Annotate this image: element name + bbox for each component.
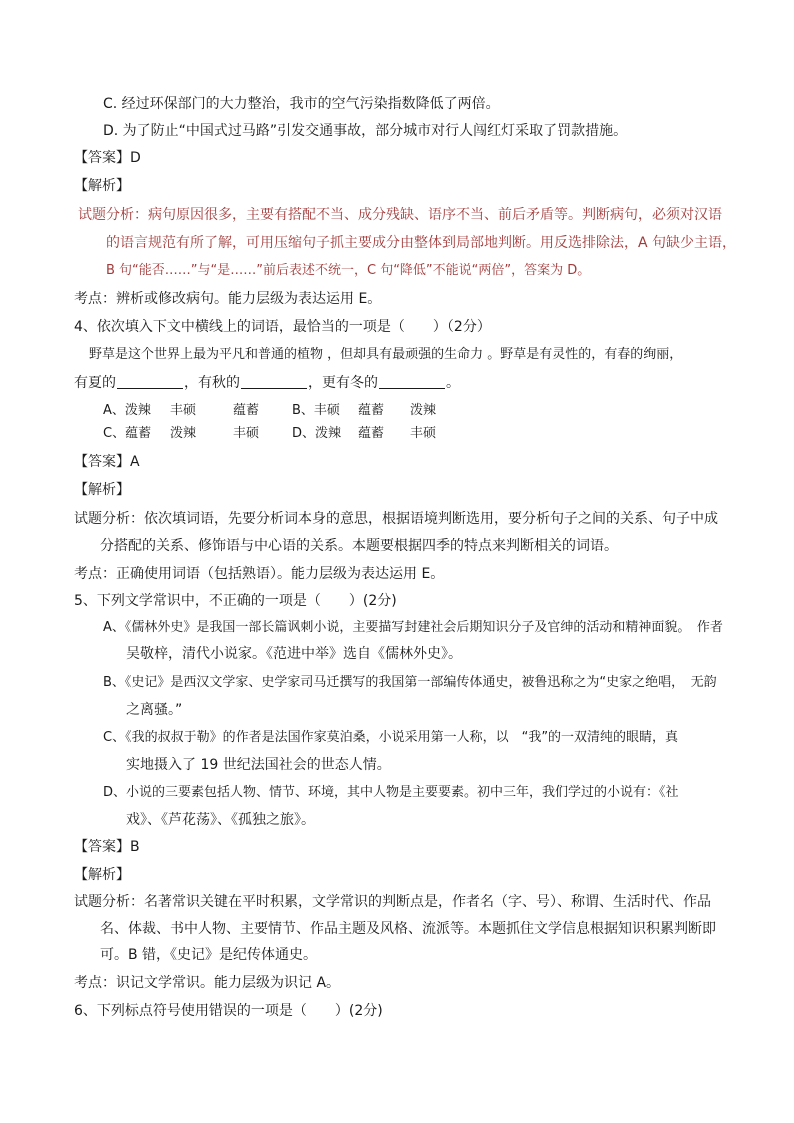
q4-analysis-line-2: 分搭配的关系、修饰语与中心语的关系。本题要根据四季的特点来判断相关的词语。 xyxy=(100,538,618,554)
q4-option-b-word-3: 泼辣 xyxy=(410,403,437,418)
q4-stem: 4、依次填入下文中横线上的词语，最恰当的一项是（ ）（2分） xyxy=(74,319,491,335)
q4-option-b-word-2: 蕴蓄 xyxy=(358,403,385,418)
q4-passage-seg-autumn: ，有秋的 xyxy=(184,375,240,391)
q3-analysis-heading: 【解析】 xyxy=(74,178,130,194)
q5-option-a-line-1: A、《儒林外史》是我国一部长篇讽刺小说，主要描写封建社会后期知识分子及官绅的活动和精神面貌。 作者 xyxy=(103,620,723,635)
q3-analysis-line-3: B 句“能否……”与“是……”前后表述不统一，C 句“降低”不能说“两倍”，答案为 D。 xyxy=(106,263,591,278)
q3-analysis-line-1: 试题分析：病句原因很多，主要有搭配不当、成分残缺、语序不当、前后矛盾等。判断病句，必须对汉语 xyxy=(78,207,722,223)
q4-option-c-word-2: 泼辣 xyxy=(170,426,197,441)
q3-option-d: D. 为了防止“中国式过马路”引发交通事故，部分城市对行人闯红灯采取了罚款措施。 xyxy=(103,123,628,139)
q4-point: 考点：正确使用词语（包括熟语）。能力层级为表达运用 E。 xyxy=(74,566,445,582)
q4-blank-1 xyxy=(117,374,183,389)
q6-stem: 6、下列标点符号使用错误的一项是（ ）(2分) xyxy=(74,1003,383,1019)
q4-option-a-word-1: A、泼辣 xyxy=(103,403,151,418)
q5-option-d-line-2: 戏》、《芦花荡》、《孤独之旅》。 xyxy=(126,812,315,828)
q4-passage-seg-winter: ，更有冬的 xyxy=(308,375,378,391)
q3-option-c: C. 经过环保部门的大力整治，我市的空气污染指数降低了两倍。 xyxy=(103,96,500,112)
q5-analysis-line-3: 可。B 错，《史记》是纪传体通史。 xyxy=(100,947,318,963)
q3-analysis-line-2: 的语言规范有所了解，可用压缩句子抓主要成分由整体到局部地判断。用反选排除法，A 句缺少主语， xyxy=(106,235,737,251)
q4-option-c-word-3: 丰硕 xyxy=(233,426,260,441)
q4-option-a-word-3: 蕴蓄 xyxy=(233,403,260,418)
q5-option-b-line-1: B、《史记》是西汉文学家、史学家司马迁撰写的我国第一部编传体通史，被鲁迅称之为“史家之绝唱， 无韵 xyxy=(103,675,717,690)
q5-option-d-line-1: D、小说的三要素包括人物、情节、环境，其中人物是主要要素。初中三年，我们学过的小说有：《社 xyxy=(103,785,679,800)
q5-option-c-line-1: C、《我的叔叔于勒》的作者是法国作家莫泊桑，小说采用第一人称，以 “我”的一双清纯的眼睛，真 xyxy=(103,730,679,745)
q5-analysis-line-2: 名、体裁、书中人物、主要情节、作品主题及风格、流派等。本题抓住文学信息根据知识积累判断即 xyxy=(100,921,716,937)
q4-passage-seg-end: 。 xyxy=(446,375,460,391)
q3-point: 考点：辨析或修改病句。能力层级为表达运用 E。 xyxy=(74,291,382,307)
q5-option-b-line-2: 之离骚。” xyxy=(126,702,183,718)
q5-analysis-heading: 【解析】 xyxy=(74,867,130,883)
q4-answer: 【答案】A xyxy=(74,454,140,470)
q4-option-d-word-2: 蕴蓄 xyxy=(358,426,385,441)
q4-option-a-word-2: 丰硕 xyxy=(170,403,197,418)
q3-answer: 【答案】D xyxy=(74,150,141,166)
q4-blank-2 xyxy=(241,374,307,389)
q4-analysis-heading: 【解析】 xyxy=(74,482,130,498)
q4-option-d-word-1: D、泼辣 xyxy=(292,426,342,441)
q5-analysis-line-1: 试题分析：名著常识关键在平时积累，文学常识的判断点是，作者名（字、号）、称谓、生活时代、作品 xyxy=(74,894,711,910)
q4-passage-seg-summer: 有夏的 xyxy=(74,375,116,391)
q5-answer: 【答案】B xyxy=(74,839,140,855)
q5-point: 考点：识记文学常识。能力层级为识记 A。 xyxy=(74,975,341,991)
q5-option-c-line-2: 实地摄入了 19 世纪法国社会的世态人情。 xyxy=(126,757,391,773)
q4-analysis-line-1: 试题分析：依次填词语，先要分析词本身的意思，根据语境判断选用，要分析句子之间的关系、句子中成 xyxy=(74,511,718,527)
q4-blank-3 xyxy=(379,374,445,389)
q4-option-b-word-1: B、丰硕 xyxy=(292,403,340,418)
q4-passage-line-1: 野草是这个世界上最为平凡和普通的植物 ，但却具有最顽强的生命力 。野草是有灵性的，有春的绚丽， xyxy=(89,347,683,362)
q5-stem: 5、下列文学常识中，不正确的一项是（ ）(2分) xyxy=(74,593,397,609)
q4-option-d-word-3: 丰硕 xyxy=(410,426,437,441)
q4-passage-line-2 xyxy=(74,374,460,392)
q4-option-c-word-1: C、蕴蓄 xyxy=(103,426,152,441)
q5-option-a-line-2: 吴敬梓，清代小说家。《范进中举》选自《儒林外史》。 xyxy=(126,646,462,662)
